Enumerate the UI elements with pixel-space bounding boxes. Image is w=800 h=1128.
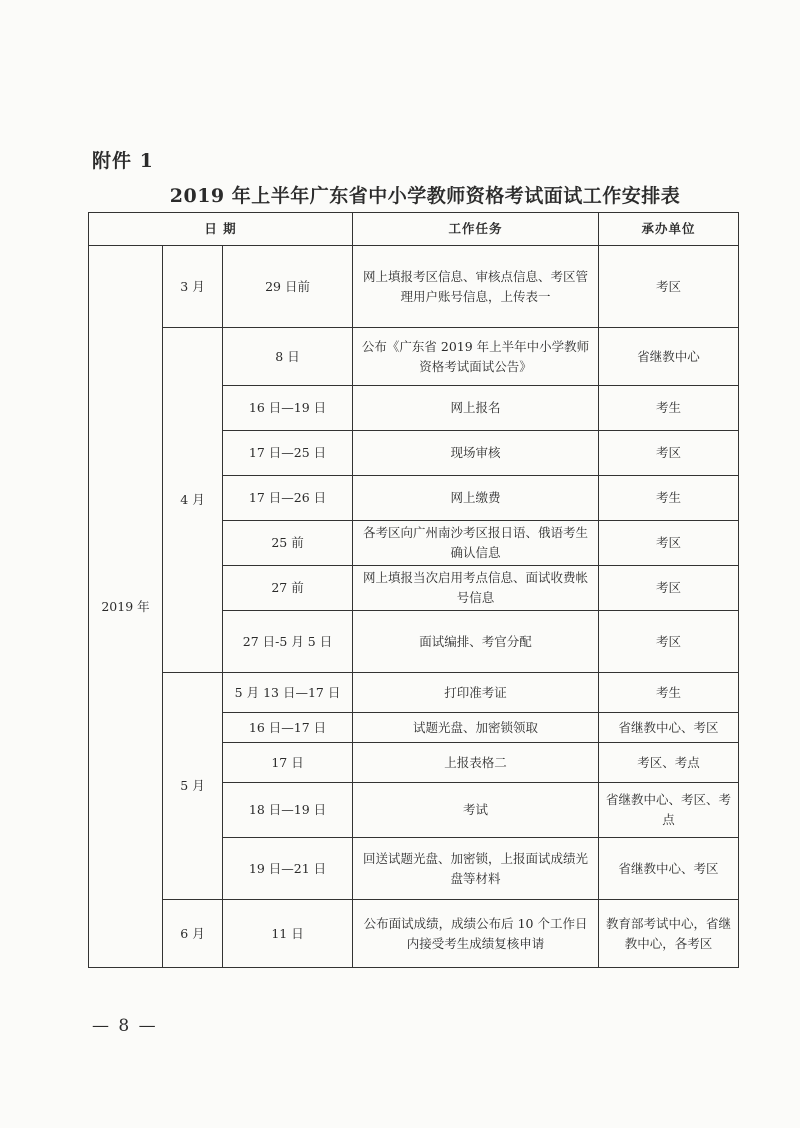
day-cell: 27 前 <box>223 566 353 611</box>
unit-cell: 考生 <box>599 673 739 713</box>
header-unit: 承办单位 <box>599 213 739 246</box>
task-cell: 考试 <box>353 783 599 838</box>
task-cell: 公布面试成绩，成绩公布后 10 个工作日内接受考生成绩复核申请 <box>353 900 599 968</box>
unit-cell: 考生 <box>599 386 739 431</box>
attachment-label: 附件 1 <box>92 150 154 172</box>
day-cell: 25 前 <box>223 521 353 566</box>
unit-cell: 省继教中心、考区 <box>599 713 739 743</box>
task-cell: 上报表格二 <box>353 743 599 783</box>
unit-cell: 省继教中心 <box>599 328 739 386</box>
schedule-table <box>88 212 739 968</box>
unit-cell: 省继教中心、考区、考点 <box>599 783 739 838</box>
day-cell: 11 日 <box>223 900 353 968</box>
unit-cell: 考区 <box>599 566 739 611</box>
header-task: 工作任务 <box>353 213 599 246</box>
unit-cell: 考区 <box>599 611 739 673</box>
month-cell: 5 月 <box>163 673 223 900</box>
task-cell: 网上报名 <box>353 386 599 431</box>
table-row <box>89 328 739 386</box>
table-row <box>89 246 739 328</box>
day-cell: 5 月 13 日—17 日 <box>223 673 353 713</box>
task-cell: 回送试题光盘、加密锁，上报面试成绩光盘等材料 <box>353 838 599 900</box>
task-cell: 网上填报当次启用考点信息、面试收费帐号信息 <box>353 566 599 611</box>
day-cell: 16 日—17 日 <box>223 713 353 743</box>
table-row <box>89 900 739 968</box>
unit-cell: 考区、考点 <box>599 743 739 783</box>
task-cell: 现场审核 <box>353 431 599 476</box>
task-cell: 面试编排、考官分配 <box>353 611 599 673</box>
day-cell: 16 日—19 日 <box>223 386 353 431</box>
unit-cell: 省继教中心、考区 <box>599 838 739 900</box>
header-date: 日 期 <box>89 213 353 246</box>
task-cell: 试题光盘、加密锁领取 <box>353 713 599 743</box>
day-cell: 8 日 <box>223 328 353 386</box>
day-cell: 17 日—25 日 <box>223 431 353 476</box>
day-cell: 17 日 <box>223 743 353 783</box>
month-cell: 3 月 <box>163 246 223 328</box>
unit-cell: 教育部考试中心，省继教中心，各考区 <box>599 900 739 968</box>
unit-cell: 考区 <box>599 246 739 328</box>
day-cell: 27 日-5 月 5 日 <box>223 611 353 673</box>
task-cell: 网上缴费 <box>353 476 599 521</box>
day-cell: 18 日—19 日 <box>223 783 353 838</box>
task-cell: 各考区向广州南沙考区报日语、俄语考生确认信息 <box>353 521 599 566</box>
table-header-row <box>89 213 739 246</box>
day-cell: 17 日—26 日 <box>223 476 353 521</box>
day-cell: 29 日前 <box>223 246 353 328</box>
table-row <box>89 673 739 713</box>
task-cell: 公布《广东省 2019 年上半年中小学教师资格考试面试公告》 <box>353 328 599 386</box>
month-cell: 6 月 <box>163 900 223 968</box>
month-cell: 4 月 <box>163 328 223 673</box>
day-cell: 19 日—21 日 <box>223 838 353 900</box>
page-number: — 8 — <box>92 1016 158 1036</box>
task-cell: 网上填报考区信息、审核点信息、考区管理用户账号信息，上传表一 <box>353 246 599 328</box>
unit-cell: 考区 <box>599 431 739 476</box>
year-cell: 2019 年 <box>89 246 163 968</box>
unit-cell: 考生 <box>599 476 739 521</box>
document-title: 2019 年上半年广东省中小学教师资格考试面试工作安排表 <box>169 185 681 207</box>
task-cell: 打印准考证 <box>353 673 599 713</box>
unit-cell: 考区 <box>599 521 739 566</box>
